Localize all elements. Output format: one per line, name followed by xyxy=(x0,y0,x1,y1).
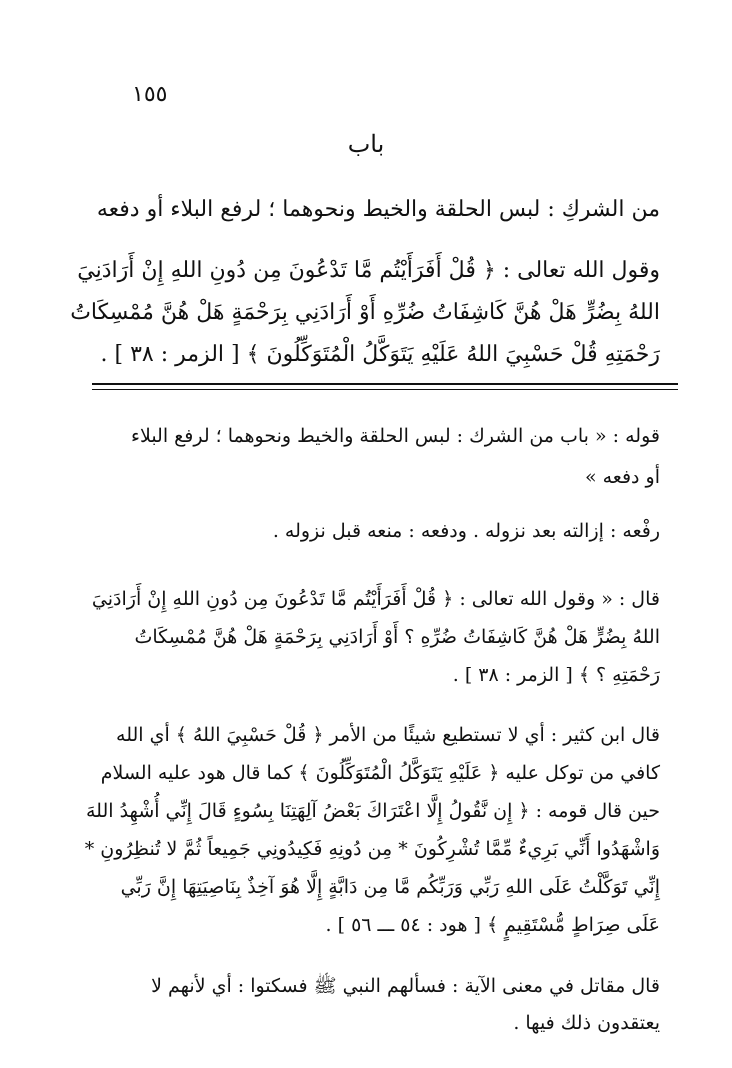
separator-rule xyxy=(92,383,678,385)
separator-rule xyxy=(92,389,678,390)
verse-line: وقول الله تعالى : ﴿ قُلْ أَفَرَأَيْتُم مَّا تَدْعُونَ مِن دُونِ اللهِ إِنْ أَرَادَنِيَ xyxy=(77,258,660,283)
commentary-line: عَلَى صِرَاطٍ مُّسْتَقِيمٍ ﴾ [ هود : ٥٤ ـــ ٥٦ ] . xyxy=(325,914,660,936)
commentary-line: إِنِّي تَوَكَّلْتُ عَلَى اللهِ رَبِّي وَرَبِّكُم مَّا مِن دَابَّةٍ إِلَّا هُوَ آخِذٌ بِنَاصِيَتِهَا إِنَّ رَبِّي xyxy=(120,876,660,898)
commentary-line: حين قال قومه : ﴿ إِن نَّقُولُ إِلَّا اعْتَرَاكَ بَعْضُ آلِهَتِنَا بِسُوءٍ قَالَ إِنِّي أُشْهِدُ اللهَ xyxy=(86,800,660,822)
commentary-line: يعتقدون ذلك فيها . xyxy=(513,1012,660,1034)
commentary-line: قوله : « باب من الشرك : لبس الحلقة والخيط ونحوهما ؛ لرفع البلاء xyxy=(131,425,660,447)
commentary-line: اللهُ بِضُرٍّ هَلْ هُنَّ كَاشِفَاتُ ضُرِّهِ ؟ أَوْ أَرَادَنِي بِرَحْمَةٍ هَلْ هُنَّ مُمْسِكَاتُ xyxy=(134,626,660,648)
commentary-line: قال : « وقول الله تعالى : ﴿ قُلْ أَفَرَأَيْتُم مَّا تَدْعُونَ مِن دُونِ اللهِ إِنْ أَرَادَنِيَ xyxy=(91,588,660,610)
page-number: ١٥٥ xyxy=(132,82,168,107)
chapter-heading: باب xyxy=(347,130,385,158)
commentary-line: قال ابن كثير : أي لا تستطيع شيئًا من الأمر ﴿ قُلْ حَسْبِيَ اللهُ ﴾ أي الله xyxy=(116,724,660,746)
commentary-line: رَحْمَتِهِ ؟ ﴾ [ الزمر : ٣٨ ] . xyxy=(452,664,660,686)
commentary-line: أو دفعه » xyxy=(584,466,660,488)
commentary-line: وَاشْهَدُوا أَنِّي بَرِيءٌ مِّمَّا تُشْرِكُونَ * مِن دُونِهِ فَكِيدُونِي جَمِيعاً ثُمَّ لا تُنظِرُونِ * xyxy=(84,838,660,860)
commentary-line: رفْعه : إزالته بعد نزوله . ودفعه : منعه قبل نزوله . xyxy=(272,520,660,542)
chapter-title: من الشركِ : لبس الحلقة والخيط ونحوهما ؛ لرفع البلاء أو دفعه xyxy=(96,197,660,222)
verse-line: اللهُ بِضُرٍّ هَلْ هُنَّ كَاشِفَاتُ ضُرِّهِ أَوْ أَرَادَنِي بِرَحْمَةٍ هَلْ هُنَّ مُمْسِكَاتُ xyxy=(70,300,660,325)
commentary-line: قال مقاتل في معنى الآية : فسألهم النبي ﷺ فسكتوا : أي لأنهم لا xyxy=(151,975,660,997)
verse-line: رَحْمَتِهِ قُلْ حَسْبِيَ اللهُ عَلَيْهِ يَتَوَكَّلُ الْمُتَوَكِّلُونَ ﴾ [ الزمر : ٣٨ ] . xyxy=(100,342,660,367)
commentary-line: كافي من توكل عليه ﴿ عَلَيْهِ يَتَوَكَّلُ الْمُتَوَكِّلُونَ ﴾ كما قال هود عليه السلام xyxy=(100,762,660,784)
